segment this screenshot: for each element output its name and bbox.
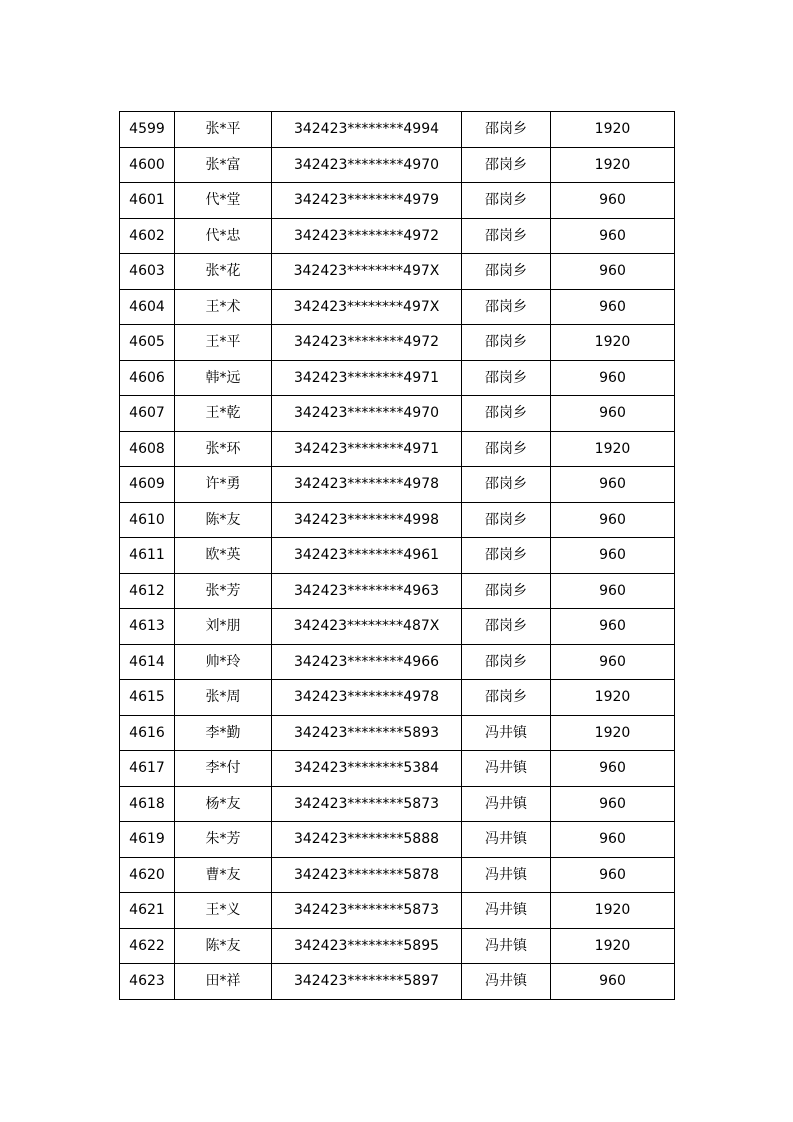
- amount-cell: 960: [551, 822, 675, 858]
- township-cell: 冯井镇: [462, 857, 551, 893]
- id-number-cell: 342423********4978: [272, 467, 462, 503]
- id-number-cell: 342423********5893: [272, 715, 462, 751]
- serial-number-cell: 4616: [120, 715, 175, 751]
- name-cell: 刘*朋: [175, 609, 272, 645]
- amount-cell: 1920: [551, 112, 675, 148]
- township-cell: 邵岗乡: [462, 680, 551, 716]
- name-cell: 曹*友: [175, 857, 272, 893]
- township-cell: 邵岗乡: [462, 325, 551, 361]
- name-cell: 张*周: [175, 680, 272, 716]
- amount-cell: 1920: [551, 893, 675, 929]
- table-row: [120, 431, 675, 467]
- amount-cell: 960: [551, 360, 675, 396]
- name-cell: 李*付: [175, 751, 272, 787]
- name-cell: 张*芳: [175, 573, 272, 609]
- amount-cell: 960: [551, 254, 675, 290]
- table-row: [120, 325, 675, 361]
- serial-number-cell: 4603: [120, 254, 175, 290]
- id-number-cell: 342423********5873: [272, 786, 462, 822]
- serial-number-cell: 4614: [120, 644, 175, 680]
- table-row: [120, 147, 675, 183]
- table-row: [120, 183, 675, 219]
- township-cell: 邵岗乡: [462, 467, 551, 503]
- serial-number-cell: 4612: [120, 573, 175, 609]
- serial-number-cell: 4608: [120, 431, 175, 467]
- serial-number-cell: 4604: [120, 289, 175, 325]
- township-cell: 邵岗乡: [462, 360, 551, 396]
- serial-number-cell: 4617: [120, 751, 175, 787]
- table-row: [120, 964, 675, 1000]
- name-cell: 张*富: [175, 147, 272, 183]
- amount-cell: 960: [551, 644, 675, 680]
- name-cell: 张*花: [175, 254, 272, 290]
- name-cell: 田*祥: [175, 964, 272, 1000]
- table-row: [120, 573, 675, 609]
- table-row: [120, 396, 675, 432]
- serial-number-cell: 4607: [120, 396, 175, 432]
- amount-cell: 960: [551, 609, 675, 645]
- name-cell: 张*平: [175, 112, 272, 148]
- township-cell: 邵岗乡: [462, 502, 551, 538]
- roster-table: [119, 111, 675, 1000]
- serial-number-cell: 4600: [120, 147, 175, 183]
- name-cell: 韩*远: [175, 360, 272, 396]
- id-number-cell: 342423********5897: [272, 964, 462, 1000]
- serial-number-cell: 4605: [120, 325, 175, 361]
- amount-cell: 960: [551, 538, 675, 574]
- serial-number-cell: 4615: [120, 680, 175, 716]
- id-number-cell: 342423********4994: [272, 112, 462, 148]
- id-number-cell: 342423********4971: [272, 360, 462, 396]
- name-cell: 陈*友: [175, 502, 272, 538]
- township-cell: 冯井镇: [462, 715, 551, 751]
- name-cell: 代*堂: [175, 183, 272, 219]
- township-cell: 邵岗乡: [462, 609, 551, 645]
- township-cell: 邵岗乡: [462, 289, 551, 325]
- name-cell: 李*勤: [175, 715, 272, 751]
- id-number-cell: 342423********4978: [272, 680, 462, 716]
- table-row: [120, 254, 675, 290]
- table-row: [120, 218, 675, 254]
- township-cell: 冯井镇: [462, 964, 551, 1000]
- serial-number-cell: 4613: [120, 609, 175, 645]
- table-row: [120, 467, 675, 503]
- serial-number-cell: 4601: [120, 183, 175, 219]
- township-cell: 冯井镇: [462, 786, 551, 822]
- id-number-cell: 342423********5878: [272, 857, 462, 893]
- amount-cell: 1920: [551, 680, 675, 716]
- serial-number-cell: 4621: [120, 893, 175, 929]
- serial-number-cell: 4611: [120, 538, 175, 574]
- amount-cell: 960: [551, 751, 675, 787]
- serial-number-cell: 4623: [120, 964, 175, 1000]
- amount-cell: 1920: [551, 147, 675, 183]
- table-row: [120, 822, 675, 858]
- name-cell: 张*环: [175, 431, 272, 467]
- township-cell: 邵岗乡: [462, 183, 551, 219]
- serial-number-cell: 4610: [120, 502, 175, 538]
- amount-cell: 1920: [551, 431, 675, 467]
- name-cell: 代*忠: [175, 218, 272, 254]
- name-cell: 王*术: [175, 289, 272, 325]
- township-cell: 邵岗乡: [462, 538, 551, 574]
- table-row: [120, 609, 675, 645]
- amount-cell: 960: [551, 502, 675, 538]
- id-number-cell: 342423********497X: [272, 289, 462, 325]
- amount-cell: 1920: [551, 325, 675, 361]
- amount-cell: 1920: [551, 928, 675, 964]
- id-number-cell: 342423********4972: [272, 218, 462, 254]
- id-number-cell: 342423********4961: [272, 538, 462, 574]
- amount-cell: 960: [551, 289, 675, 325]
- table-row: [120, 680, 675, 716]
- id-number-cell: 342423********4971: [272, 431, 462, 467]
- table-row: [120, 538, 675, 574]
- amount-cell: 960: [551, 964, 675, 1000]
- name-cell: 陈*友: [175, 928, 272, 964]
- amount-cell: 960: [551, 467, 675, 503]
- table-row: [120, 502, 675, 538]
- township-cell: 冯井镇: [462, 751, 551, 787]
- township-cell: 邵岗乡: [462, 573, 551, 609]
- id-number-cell: 342423********487X: [272, 609, 462, 645]
- amount-cell: 960: [551, 218, 675, 254]
- township-cell: 邵岗乡: [462, 396, 551, 432]
- table-row: [120, 928, 675, 964]
- table-row: [120, 644, 675, 680]
- id-number-cell: 342423********497X: [272, 254, 462, 290]
- serial-number-cell: 4602: [120, 218, 175, 254]
- table-row: [120, 360, 675, 396]
- name-cell: 王*乾: [175, 396, 272, 432]
- serial-number-cell: 4609: [120, 467, 175, 503]
- id-number-cell: 342423********4979: [272, 183, 462, 219]
- amount-cell: 960: [551, 396, 675, 432]
- township-cell: 邵岗乡: [462, 254, 551, 290]
- serial-number-cell: 4618: [120, 786, 175, 822]
- serial-number-cell: 4606: [120, 360, 175, 396]
- serial-number-cell: 4619: [120, 822, 175, 858]
- id-number-cell: 342423********5895: [272, 928, 462, 964]
- township-cell: 冯井镇: [462, 893, 551, 929]
- roster-table-body: [120, 112, 675, 1000]
- table-row: [120, 786, 675, 822]
- serial-number-cell: 4599: [120, 112, 175, 148]
- township-cell: 邵岗乡: [462, 431, 551, 467]
- amount-cell: 960: [551, 786, 675, 822]
- name-cell: 朱*芳: [175, 822, 272, 858]
- name-cell: 王*义: [175, 893, 272, 929]
- table-row: [120, 751, 675, 787]
- name-cell: 欧*英: [175, 538, 272, 574]
- name-cell: 杨*友: [175, 786, 272, 822]
- id-number-cell: 342423********4998: [272, 502, 462, 538]
- township-cell: 邵岗乡: [462, 112, 551, 148]
- township-cell: 冯井镇: [462, 928, 551, 964]
- id-number-cell: 342423********5873: [272, 893, 462, 929]
- id-number-cell: 342423********5888: [272, 822, 462, 858]
- serial-number-cell: 4620: [120, 857, 175, 893]
- table-row: [120, 112, 675, 148]
- table-row: [120, 893, 675, 929]
- township-cell: 邵岗乡: [462, 147, 551, 183]
- township-cell: 邵岗乡: [462, 218, 551, 254]
- name-cell: 王*平: [175, 325, 272, 361]
- id-number-cell: 342423********4970: [272, 147, 462, 183]
- amount-cell: 1920: [551, 715, 675, 751]
- township-cell: 邵岗乡: [462, 644, 551, 680]
- table-row: [120, 857, 675, 893]
- id-number-cell: 342423********4963: [272, 573, 462, 609]
- id-number-cell: 342423********5384: [272, 751, 462, 787]
- amount-cell: 960: [551, 573, 675, 609]
- table-row: [120, 289, 675, 325]
- table-row: [120, 715, 675, 751]
- amount-cell: 960: [551, 857, 675, 893]
- name-cell: 帅*玲: [175, 644, 272, 680]
- amount-cell: 960: [551, 183, 675, 219]
- name-cell: 许*勇: [175, 467, 272, 503]
- township-cell: 冯井镇: [462, 822, 551, 858]
- id-number-cell: 342423********4966: [272, 644, 462, 680]
- id-number-cell: 342423********4970: [272, 396, 462, 432]
- id-number-cell: 342423********4972: [272, 325, 462, 361]
- serial-number-cell: 4622: [120, 928, 175, 964]
